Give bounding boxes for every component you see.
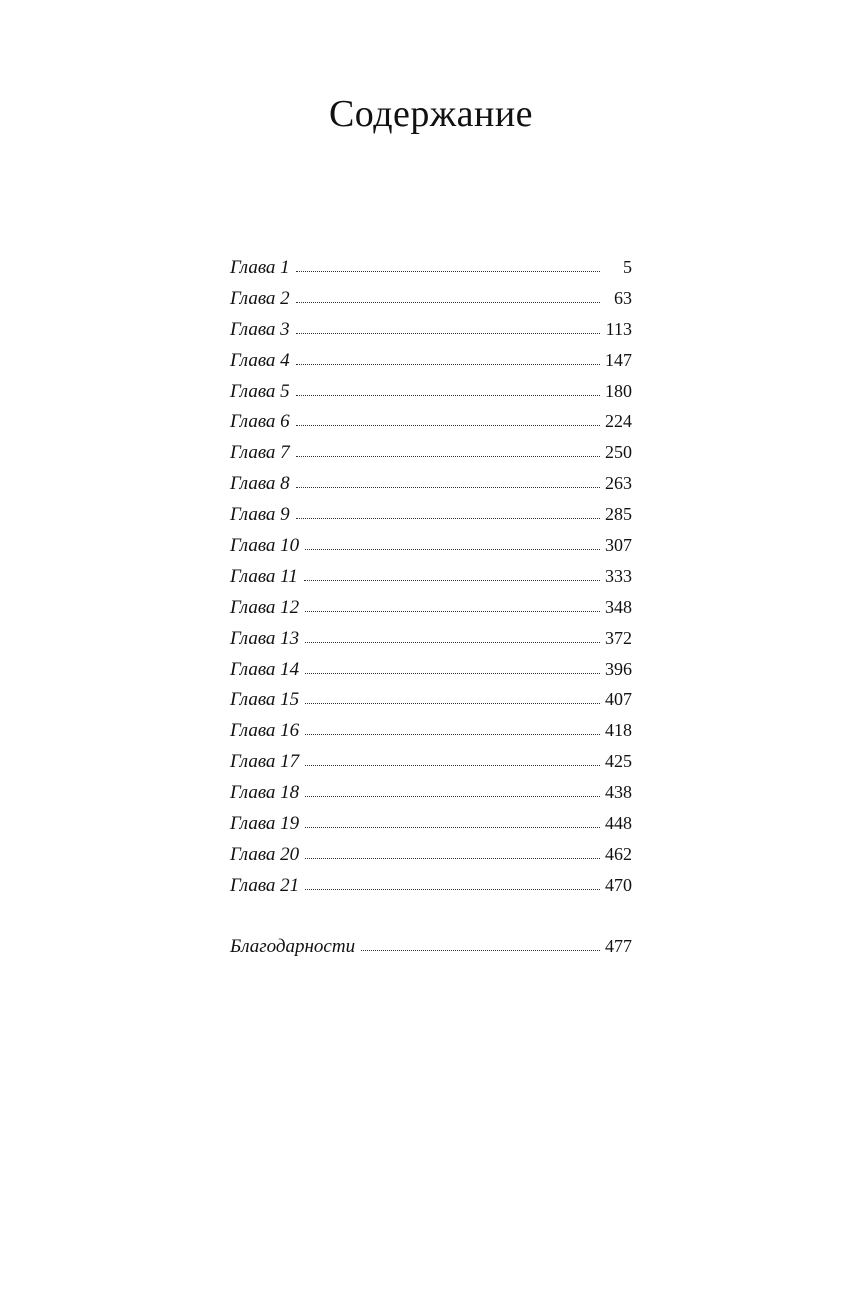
toc-entry-page-number: 307 bbox=[605, 535, 632, 556]
table-of-contents bbox=[230, 252, 632, 962]
toc-entry-page-number: 418 bbox=[605, 720, 632, 741]
toc-entry-chapter[interactable] bbox=[230, 314, 632, 345]
toc-chapter-list bbox=[230, 252, 632, 901]
toc-entry-chapter[interactable] bbox=[230, 499, 632, 530]
toc-dot-leader bbox=[361, 950, 600, 951]
toc-entry-page-number: 372 bbox=[605, 627, 632, 648]
toc-dot-leader bbox=[296, 364, 600, 365]
toc-dot-leader bbox=[296, 487, 600, 488]
toc-entry-chapter[interactable] bbox=[230, 592, 632, 623]
page-title: Содержание bbox=[328, 93, 534, 135]
toc-entry-page-number: 348 bbox=[605, 596, 632, 617]
toc-entry-chapter[interactable] bbox=[230, 406, 632, 437]
toc-entry-chapter[interactable] bbox=[230, 808, 632, 839]
toc-dot-leader bbox=[305, 734, 600, 735]
toc-dot-leader bbox=[296, 518, 600, 519]
toc-entry-page-number: 448 bbox=[605, 813, 632, 834]
toc-entry-label: Глава 4 bbox=[230, 349, 290, 371]
toc-entry-acknowledgements[interactable] bbox=[230, 931, 632, 962]
toc-entry-chapter[interactable] bbox=[230, 437, 632, 468]
toc-entry-chapter[interactable] bbox=[230, 746, 632, 777]
toc-entry-label: Глава 12 bbox=[230, 596, 300, 618]
toc-entry-chapter[interactable] bbox=[230, 870, 632, 901]
toc-entry-chapter[interactable] bbox=[230, 283, 632, 314]
toc-dot-leader bbox=[296, 456, 600, 457]
toc-entry-label: Глава 6 bbox=[230, 411, 290, 433]
toc-dot-leader bbox=[296, 395, 600, 396]
toc-entry-label: Глава 8 bbox=[230, 473, 290, 495]
toc-entry-page-number: 396 bbox=[605, 658, 632, 679]
toc-entry-chapter[interactable] bbox=[230, 839, 632, 870]
toc-entry-page-number: 407 bbox=[605, 689, 632, 710]
toc-spacer bbox=[230, 901, 632, 931]
toc-entry-chapter[interactable] bbox=[230, 252, 632, 283]
toc-dot-leader bbox=[305, 611, 600, 612]
toc-entry-chapter[interactable] bbox=[230, 684, 632, 715]
toc-dot-leader bbox=[304, 580, 600, 581]
toc-entry-page-number: 477 bbox=[605, 935, 632, 956]
toc-entry-label: Глава 5 bbox=[230, 380, 290, 402]
toc-entry-chapter[interactable] bbox=[230, 468, 632, 499]
toc-entry-label: Глава 3 bbox=[230, 318, 290, 340]
toc-entry-chapter[interactable] bbox=[230, 654, 632, 685]
toc-dot-leader bbox=[305, 673, 600, 674]
toc-entry-chapter[interactable] bbox=[230, 530, 632, 561]
toc-entry-chapter[interactable] bbox=[230, 623, 632, 654]
toc-dot-leader bbox=[305, 765, 600, 766]
toc-entry-page-number: 180 bbox=[605, 380, 632, 401]
toc-dot-leader bbox=[305, 703, 600, 704]
toc-dot-leader bbox=[305, 858, 600, 859]
toc-entry-chapter[interactable] bbox=[230, 376, 632, 407]
toc-entry-chapter[interactable] bbox=[230, 345, 632, 376]
toc-dot-leader bbox=[296, 302, 600, 303]
toc-entry-label: Глава 20 bbox=[230, 843, 300, 865]
toc-entry-page-number: 285 bbox=[605, 504, 632, 525]
toc-entry-chapter[interactable] bbox=[230, 715, 632, 746]
toc-dot-leader bbox=[296, 271, 600, 272]
toc-entry-page-number: 263 bbox=[605, 473, 632, 494]
toc-entry-label: Глава 2 bbox=[230, 287, 290, 309]
toc-entry-label: Благодарности bbox=[230, 935, 356, 957]
toc-entry-page-number: 147 bbox=[605, 349, 632, 370]
toc-entry-label: Глава 17 bbox=[230, 751, 300, 773]
toc-entry-page-number: 5 bbox=[623, 257, 632, 277]
toc-dot-leader bbox=[305, 796, 600, 797]
toc-entry-chapter[interactable] bbox=[230, 561, 632, 592]
toc-entry-label: Глава 16 bbox=[230, 720, 300, 742]
toc-entry-label: Глава 15 bbox=[230, 689, 300, 711]
toc-dot-leader bbox=[305, 889, 600, 890]
toc-entry-page-number: 470 bbox=[605, 874, 632, 895]
toc-entry-label: Глава 13 bbox=[230, 627, 300, 649]
toc-entry-label: Глава 9 bbox=[230, 504, 290, 526]
toc-entry-label: Глава 19 bbox=[230, 813, 300, 835]
toc-entry-label: Глава 7 bbox=[230, 442, 290, 464]
toc-dot-leader bbox=[305, 549, 600, 550]
toc-entry-page-number: 63 bbox=[614, 287, 632, 308]
toc-dot-leader bbox=[296, 333, 600, 334]
toc-entry-label: Глава 1 bbox=[230, 257, 290, 278]
toc-entry-chapter[interactable] bbox=[230, 777, 632, 808]
toc-entry-label: Глава 11 bbox=[230, 565, 298, 587]
toc-dot-leader bbox=[305, 642, 600, 643]
toc-entry-label: Глава 18 bbox=[230, 782, 300, 804]
toc-entry-label: Глава 10 bbox=[230, 535, 300, 557]
toc-entry-page-number: 438 bbox=[605, 782, 632, 803]
toc-entry-page-number: 462 bbox=[605, 843, 632, 864]
toc-entry-label: Глава 21 bbox=[230, 874, 300, 896]
toc-dot-leader bbox=[305, 827, 600, 828]
toc-entry-page-number: 250 bbox=[605, 442, 632, 463]
toc-entry-page-number: 224 bbox=[605, 411, 632, 432]
toc-entry-page-number: 425 bbox=[605, 751, 632, 772]
toc-entry-label: Глава 14 bbox=[230, 658, 300, 680]
toc-entry-page-number: 113 bbox=[605, 318, 632, 339]
toc-entry-page-number: 333 bbox=[605, 565, 632, 586]
toc-dot-leader bbox=[296, 425, 600, 426]
